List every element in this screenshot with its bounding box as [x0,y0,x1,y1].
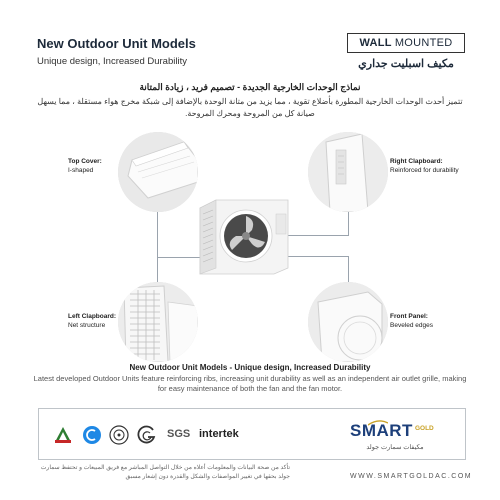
left-clapboard-detail-image [118,282,198,362]
wall-mounted-light: MOUNTED [394,37,453,49]
callout-left-clapboard [68,312,116,330]
callout-left-clapboard-desc: Net structure [68,322,106,329]
top-cover-detail-image [118,132,198,212]
callout-top-cover [68,157,102,175]
callout-right-clapboard [390,157,459,175]
brand-arabic: مكيفات سمارت جولد [366,444,424,451]
smart-gold-logo [350,417,460,455]
callout-front-panel-title: Front Panel: [390,313,428,320]
arabic-heading: نماذج الوحدات الخارجية الجديدة - تصميم فريد ، زيادة المتانة [139,82,361,92]
sgs-logo: SGS [167,428,191,440]
english-paragraph: Latest developed Outdoor Units feature reinforcing ribs, increasing unit durability as well as an independent air outlet grille, making for easy maintenance of both the fan and the fan motor. [33,374,467,393]
outdoor-unit-image [196,198,292,276]
wall-mounted-badge [347,33,465,53]
callout-right-clapboard-desc: Reinforced for durability [390,167,459,174]
leader-top-cover-vertical [157,212,158,258]
right-clapboard-detail-image [308,132,388,212]
page-subtitle: Unique design, Increased Durability [37,56,187,67]
leader-front-panel-vertical [348,256,349,282]
brand-gold: GOLD [414,425,434,432]
leader-left-clapboard-vertical [157,254,158,282]
wall-mounted-bold: WALL [359,37,392,49]
leader-right-clapboard-horizontal [284,235,349,236]
callout-front-panel-desc: Beveled edges [390,322,434,329]
arabic-product-type: مكيف اسبليت جداري [358,58,454,70]
top-cover-detail-drawing [118,132,198,212]
arabic-paragraph: تتميز أحدث الوحدات الخارجية المطورة بأضلاع تقوية ، مما يزيد من متانة الوحدة بالإضافة إلى شبكة مخرج هواء مستقلة ، مما يسهل صيانة كل من المروحة ومحرك المروحة. [37,97,463,118]
brand-swoosh-icon [368,420,388,426]
footer-disclaimer: تأكد من صحة البيانات والمعلومات أعلاه من خلال التواصل المباشر مع فريق المبيعات و تحتفظ سمارت جولد بحقها في تغيير المواصفات والشكل والقدرة دون إشعار مسبق [40,465,290,480]
callout-front-panel [390,312,433,330]
leader-right-clapboard-vertical [348,212,349,236]
g-mark-icon [137,425,157,445]
saso-icon [53,425,73,445]
front-panel-detail-drawing [308,282,388,362]
intertek-logo: intertek [199,428,239,440]
right-clapboard-detail-drawing [308,132,388,212]
callout-top-cover-title: Top Cover: [68,158,102,165]
callout-right-clapboard-title: Right Clapboard: [390,158,443,165]
english-heading: New Outdoor Unit Models - Unique design, Increased Durability [129,363,371,372]
callout-left-clapboard-title: Left Clapboard: [68,313,117,320]
left-clapboard-detail-drawing [118,282,198,362]
website-url[interactable]: WWW.SMARTGOLDAC.COM [350,473,473,480]
front-panel-detail-image [308,282,388,362]
outdoor-unit-drawing [196,198,292,276]
brand-name: SMART [350,421,413,440]
ce-icon [82,425,102,445]
tuv-icon [109,425,129,445]
page-title: New Outdoor Unit Models [37,36,196,51]
callout-top-cover-desc: I-shaped [68,167,94,174]
